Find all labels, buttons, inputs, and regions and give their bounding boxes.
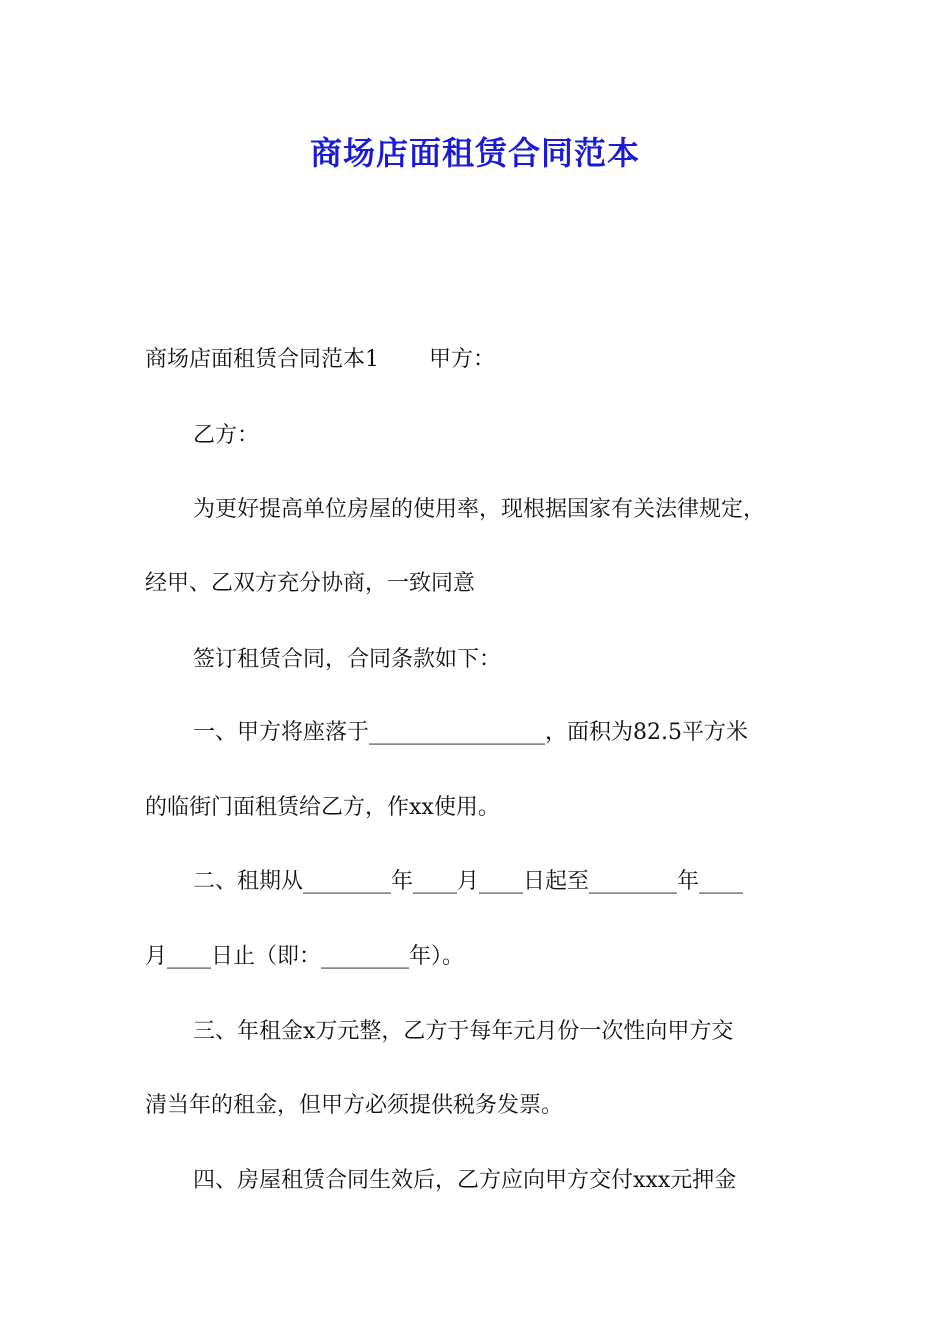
- paragraph-line: 清当年的租金，但甲方必须提供税务发票。: [145, 1093, 564, 1118]
- paragraph-line: 月____日止（即：________年）。: [145, 944, 465, 969]
- paragraph-line: 的临街门面租赁给乙方，作xx使用。: [145, 795, 500, 820]
- paragraph-line: 二、租期从________年____月____日起至________年____: [193, 869, 744, 894]
- document-title: 商场店面租赁合同范本: [309, 134, 640, 172]
- paragraph-line: 为更好提高单位房屋的使用率，现根据国家有关法律规定，: [193, 497, 766, 522]
- party-b-label: 乙方：: [193, 423, 260, 448]
- heading-line: [145, 345, 815, 375]
- paragraph-line: 一、甲方将座落于________________，面积为82.5平方米: [193, 720, 748, 745]
- doc-ref: 商场店面租赁合同范本1: [145, 347, 379, 372]
- paragraph-line: 四、房屋租赁合同生效后，乙方应向甲方交付xxx元押金: [193, 1168, 737, 1193]
- party-a-label: 甲方：: [429, 347, 496, 372]
- paragraph-line: 三、年租金x万元整，乙方于每年元月份一次性向甲方交: [193, 1019, 734, 1044]
- paragraph-line: 经甲、乙双方充分协商，一致同意: [145, 571, 476, 596]
- paragraph-line: 签订租赁合同，合同条款如下：: [193, 647, 502, 672]
